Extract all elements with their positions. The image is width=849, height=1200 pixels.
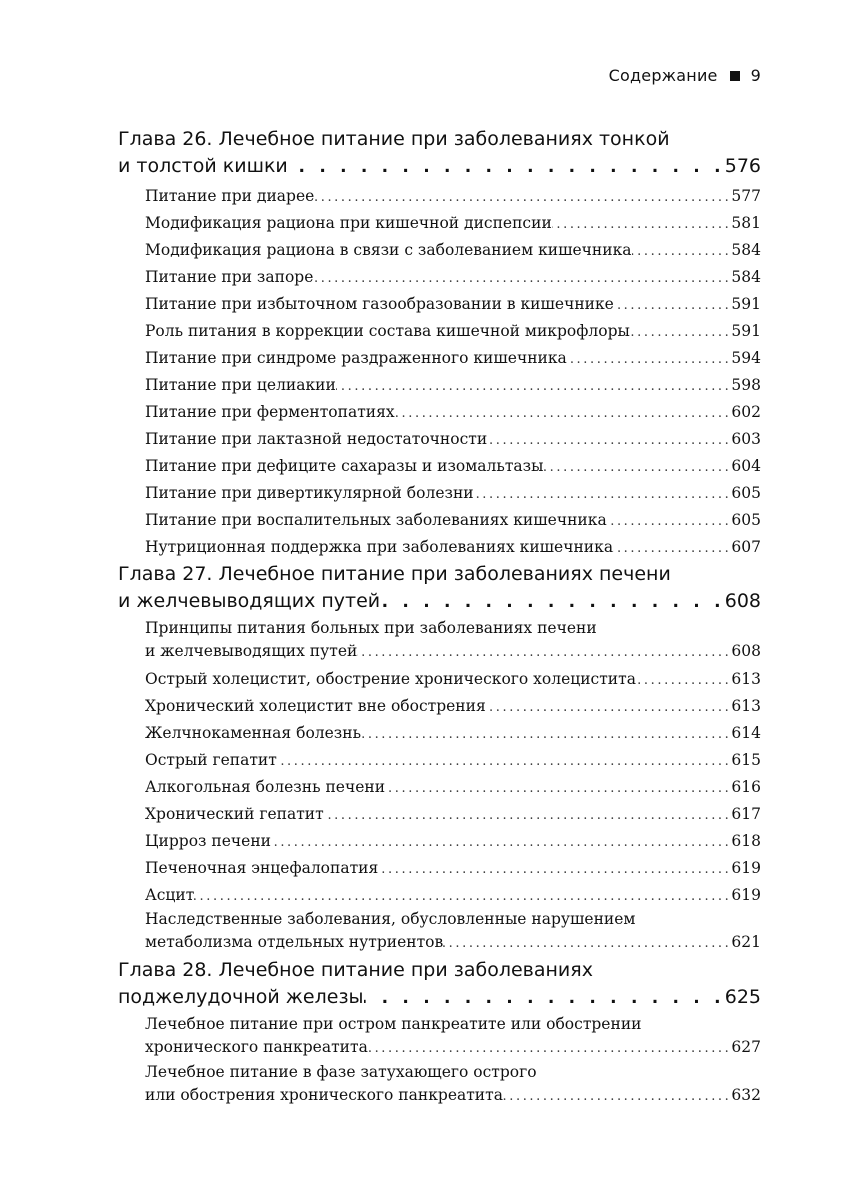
dot-leader [487, 427, 731, 454]
dot-leader [277, 748, 732, 775]
entry-title: Питание при ферментопатиях [145, 403, 395, 421]
dot-leader [364, 985, 725, 1012]
dot-leader [380, 589, 725, 616]
entry-title-line: Принципы питания больных при заболеваниях печени [145, 619, 597, 637]
chapter-title: Глава 28. Лечебное питание при заболеваниях [118, 959, 593, 981]
entry-page: 598 [731, 376, 761, 394]
toc-entry [145, 183, 761, 210]
toc-entry [145, 345, 761, 372]
chapter-28-entries [145, 1014, 761, 1110]
entry-title-row [145, 1083, 761, 1110]
dot-leader [194, 883, 731, 910]
entry-page: 594 [731, 349, 761, 367]
entry-title-line: Лечебное питание при остром панкреатите или обострении [145, 1015, 642, 1033]
toc-entry [145, 801, 761, 828]
dot-leader [288, 154, 725, 181]
entry-page: 591 [731, 295, 761, 313]
toc-entry [145, 1062, 761, 1110]
entry-page: 619 [731, 886, 761, 904]
chapter-page: 625 [724, 986, 761, 1008]
toc-entry [145, 774, 761, 801]
toc-entry [145, 318, 761, 345]
entry-title: Роль питания в коррекции состава кишечной микрофлоры [145, 322, 630, 340]
entry-title: Цирроз печени [145, 832, 271, 850]
entry-page: 607 [731, 538, 761, 556]
entry-page: 584 [731, 268, 761, 286]
entry-page: 613 [731, 670, 761, 688]
toc-entry [145, 828, 761, 855]
entry-page: 581 [731, 214, 761, 232]
page-number: 9 [750, 66, 761, 85]
chapter-27 [118, 561, 761, 615]
square-bullet-icon [730, 71, 740, 81]
entry-title: Питание при дивертикулярной болезни [145, 484, 474, 502]
toc-entry [145, 909, 761, 957]
entry-page: 614 [731, 724, 761, 742]
entry-title: Острый гепатит [145, 751, 277, 769]
toc-entry [145, 666, 761, 693]
chapter-title: Глава 27. Лечебное питание при заболеваниях печени [118, 563, 671, 585]
toc-entry [145, 264, 761, 291]
dot-leader [314, 184, 731, 211]
dot-leader [271, 829, 731, 856]
entry-title: Модификация рациона в связи с заболеванием кишечника [145, 241, 632, 259]
toc-entry [145, 1014, 761, 1062]
chapter-title-row [118, 984, 761, 1011]
dot-leader [567, 346, 732, 373]
entry-page: 627 [731, 1038, 761, 1056]
chapter-title-end: и желчевыводящих путей [118, 590, 381, 612]
toc-entry [145, 507, 761, 534]
chapter-26 [118, 126, 761, 180]
entry-title: Питание при воспалительных заболеваниях кишечника [145, 511, 607, 529]
dot-leader [503, 1085, 731, 1109]
entry-page: 605 [731, 511, 761, 529]
dot-leader [395, 400, 732, 427]
dot-leader [336, 373, 732, 400]
entry-page: 577 [731, 187, 761, 205]
entry-title: Острый холецистит, обострение хронического холецистита [145, 670, 636, 688]
dot-leader [630, 319, 732, 346]
toc-entry [145, 210, 761, 237]
entry-page: 605 [731, 484, 761, 502]
entry-title: Питание при целиакии [145, 376, 336, 394]
chapter-26-entries [145, 183, 761, 561]
toc-entry [145, 882, 761, 909]
dot-leader [486, 694, 732, 721]
toc-entry [145, 693, 761, 720]
chapter-title-row [118, 153, 761, 180]
entry-title: Печеночная энцефалопатия [145, 859, 379, 877]
chapter-title: Глава 26. Лечебное питание при заболеваниях тонкой [118, 128, 670, 150]
toc-entry [145, 618, 761, 666]
chapter-title-row [118, 588, 761, 615]
chapter-page: 608 [724, 590, 761, 612]
running-head [609, 66, 761, 85]
toc-entry [145, 534, 761, 561]
entry-page: 604 [731, 457, 761, 475]
entry-page: 613 [731, 697, 761, 715]
entry-page: 617 [731, 805, 761, 823]
dot-leader [368, 1037, 732, 1061]
entry-page: 621 [731, 933, 761, 951]
entry-page: 616 [731, 778, 761, 796]
toc-entry [145, 399, 761, 426]
running-head-title: Содержание [608, 66, 718, 85]
entry-title-row [145, 639, 761, 666]
entry-page: 584 [731, 241, 761, 259]
dot-leader [378, 856, 731, 883]
toc-entry [145, 747, 761, 774]
entry-page: 615 [731, 751, 761, 769]
entry-title: Желчнокаменная болезнь [145, 724, 362, 742]
entry-page: 608 [731, 642, 761, 660]
toc-entry [145, 855, 761, 882]
entry-page: 591 [731, 322, 761, 340]
dot-leader [636, 667, 731, 694]
chapter-title-end: поджелудочной железы [118, 986, 364, 1008]
entry-page: 619 [731, 859, 761, 877]
entry-title: и желчевыводящих путей [145, 642, 358, 660]
entry-page: 618 [731, 832, 761, 850]
entry-title: Асцит [145, 886, 195, 904]
entry-title: Питание при избыточном газообразовании в кишечнике [145, 295, 614, 313]
chapter-27-entries [145, 618, 761, 957]
entry-page: 603 [731, 430, 761, 448]
entry-title: метаболизма отдельных нутриентов [145, 933, 444, 951]
entry-title: Питание при синдроме раздраженного кишечника [145, 349, 567, 367]
entry-title-line: Лечебное питание в фазе затухающего острого [145, 1063, 537, 1081]
dot-leader [552, 211, 732, 238]
entry-page: 632 [731, 1086, 761, 1104]
dot-leader [443, 932, 731, 956]
entry-title: Питание при запоре [145, 268, 314, 286]
toc-entry [145, 720, 761, 747]
dot-leader [614, 292, 732, 319]
dot-leader [357, 641, 731, 665]
dot-leader [607, 508, 732, 535]
toc-entry [145, 372, 761, 399]
chapter-page: 576 [724, 155, 761, 177]
toc-entry [145, 426, 761, 453]
dot-leader [361, 721, 731, 748]
entry-title-line: Наследственные заболевания, обусловленные нарушением [145, 910, 636, 928]
dot-leader [632, 238, 732, 265]
entry-title-row [145, 930, 761, 957]
entry-title: хронического панкреатита [145, 1038, 368, 1056]
entry-title: или обострения хронического панкреатита [145, 1086, 503, 1104]
entry-title: Хронический гепатит [145, 805, 324, 823]
entry-title: Питание при диарее [145, 187, 315, 205]
dot-leader [324, 802, 732, 829]
toc-entry [145, 480, 761, 507]
chapter-title-end: и толстой кишки [118, 155, 288, 177]
dot-leader [385, 775, 731, 802]
entry-title: Питание при лактазной недостаточности [145, 430, 488, 448]
table-of-contents [118, 126, 761, 1110]
toc-entry [145, 291, 761, 318]
dot-leader [613, 535, 731, 562]
toc-entry [145, 237, 761, 264]
toc-entry [145, 453, 761, 480]
entry-title: Нутриционная поддержка при заболеваниях кишечника [145, 538, 614, 556]
entry-title: Алкогольная болезнь печени [145, 778, 386, 796]
entry-title: Питание при дефиците сахаразы и изомальтазы [145, 457, 544, 475]
dot-leader [543, 454, 731, 481]
dot-leader [313, 265, 731, 292]
entry-title: Модификация рациона при кишечной диспепсии [145, 214, 552, 232]
entry-title: Хронический холецистит вне обострения [145, 697, 486, 715]
entry-title-row [145, 1035, 761, 1062]
dot-leader [474, 481, 732, 508]
chapter-28 [118, 957, 761, 1011]
entry-page: 602 [731, 403, 761, 421]
